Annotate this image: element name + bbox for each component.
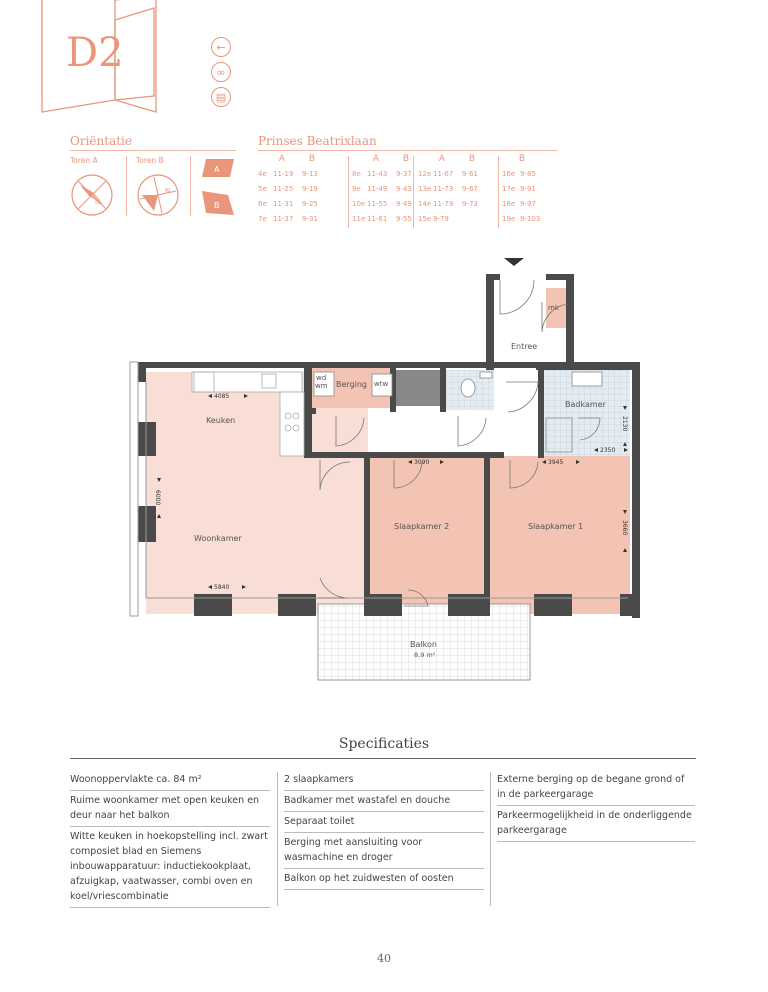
dim-slaapkamer2-width: 3090: [414, 459, 430, 466]
address-range: 9-31: [302, 215, 318, 223]
address-range: 11-61: [367, 215, 388, 223]
divider: [70, 150, 236, 151]
room-entree: Entree: [511, 342, 538, 351]
address-range: 11-25: [273, 185, 294, 193]
specs-title: Specificaties: [338, 736, 430, 752]
tower-a-label: Toren A: [70, 156, 98, 165]
spec-item: Balkon op het zuidwesten of oosten: [284, 869, 484, 890]
label-wd: wd: [316, 374, 327, 382]
tower-badges: [200, 157, 236, 217]
dim-woonkamer-depth: 6000: [154, 490, 161, 506]
svg-text:N: N: [165, 187, 171, 195]
floor-plan-labels: [128, 256, 646, 688]
address-range: 9-97: [520, 200, 536, 208]
address-range: 9-19: [302, 185, 318, 193]
floor-label: 4e: [258, 170, 267, 178]
address-range: 11-79: [433, 200, 454, 208]
room-slaapkamer-1: Slaapkamer 1: [528, 522, 584, 531]
compass-tower-a-icon: [70, 173, 114, 217]
address-col-header: B: [402, 154, 410, 164]
floor-label: 13e: [418, 185, 432, 193]
address-range: 9-73: [462, 200, 478, 208]
floor-label: 15e: [418, 215, 432, 223]
spec-item: Woonoppervlakte ca. 84 m²: [70, 770, 270, 791]
floor-label: 18e: [502, 200, 516, 208]
address-col-header: A: [438, 154, 446, 164]
link-icon[interactable]: ∞: [211, 62, 231, 82]
room-keuken: Keuken: [206, 416, 236, 425]
address-range: 11-43: [367, 170, 388, 178]
unit-title: D2: [66, 30, 124, 76]
address-range: 11-73: [433, 185, 454, 193]
label-wm: wm: [315, 382, 328, 390]
floor-label: 11e: [352, 215, 366, 223]
address-range: 9-67: [462, 185, 478, 193]
address-range: 9-25: [302, 200, 318, 208]
room-slaapkamer-2: Slaapkamer 2: [394, 522, 450, 531]
floor-label: 9e: [352, 185, 361, 193]
address-range: 9-49: [396, 200, 412, 208]
spec-item: Berging met aansluiting voor wasmachine en droger: [284, 833, 484, 869]
spec-item: Externe berging op de begane grond of in de parkeergarage: [497, 770, 695, 806]
page-number: 40: [377, 952, 391, 965]
divider: [190, 156, 191, 216]
room-balkon: Balkon: [410, 640, 437, 649]
address-range: 11-31: [273, 200, 294, 208]
room-woonkamer: Woonkamer: [194, 534, 242, 543]
spec-item: Separaat toilet: [284, 812, 484, 833]
compass-tower-b-icon: [136, 173, 180, 217]
spec-item: Badkamer met wastafel en douche: [284, 791, 484, 812]
room-berging: Berging: [336, 380, 368, 389]
dim-badkamer-width: 2350: [600, 447, 616, 454]
floor-label: 6e: [258, 200, 267, 208]
address-range: 9-61: [462, 170, 478, 178]
address-range: 11-67: [433, 170, 454, 178]
address-title: Prinses Beatrixlaan: [258, 134, 377, 148]
address-col-header: A: [372, 154, 380, 164]
address-col-header: B: [518, 154, 526, 164]
address-col-header: B: [308, 154, 316, 164]
specs-column-3: [497, 770, 695, 842]
room-badkamer: Badkamer: [565, 400, 606, 409]
address-range: 11-37: [273, 215, 294, 223]
address-range: 9-43: [396, 185, 412, 193]
address-range: 9-85: [520, 170, 536, 178]
divider: [258, 150, 558, 151]
address-range: 11-49: [367, 185, 388, 193]
address-range: 11-55: [367, 200, 388, 208]
badge-b: B: [214, 201, 220, 210]
orientation-title: Oriëntatie: [70, 134, 132, 148]
dim-slaapkamer1-width: 3945: [548, 459, 564, 466]
address-range: 11-19: [273, 170, 294, 178]
dim-keuken-width: 4085: [214, 393, 230, 400]
spec-item: Ruime woonkamer met open keuken en deur naar het balkon: [70, 791, 270, 827]
document-icon[interactable]: ▤: [211, 87, 231, 107]
specs-column-1: [70, 770, 270, 908]
badge-a: A: [214, 165, 220, 174]
floor-label: 17e: [502, 185, 516, 193]
floor-label: 5e: [258, 185, 267, 193]
floor-label: 14e: [418, 200, 432, 208]
spec-item: Witte keuken in hoekopstelling incl. zwart composiet blad en Siemens inbouwapparatuur: inductiekookplaat, afzuigkap, vaatwasser, combi oven en koel/vriescombinatie: [70, 827, 270, 908]
address-range: 9-79: [433, 215, 449, 223]
specs-divider: [70, 758, 696, 759]
address-range: 9-37: [396, 170, 412, 178]
floor-label: 8e: [352, 170, 361, 178]
dim-woonkamer-width: 5840: [214, 584, 230, 591]
floor-label: 16e: [502, 170, 516, 178]
floor-label: 19e: [502, 215, 516, 223]
floor-label: 7e: [258, 215, 267, 223]
floor-label: 10e: [352, 200, 366, 208]
dim-slaapkamer1-depth: 3660: [621, 520, 628, 536]
room-mk: mk: [548, 304, 559, 312]
specs-column-2: [284, 770, 484, 890]
balkon-area: 8,9 m²: [414, 651, 436, 659]
floor-label: 12e: [418, 170, 432, 178]
address-range: 9-103: [520, 215, 541, 223]
dim-badkamer-depth: 2130: [621, 416, 628, 432]
spec-item: Parkeermogelijkheid in de onderliggende parkeergarage: [497, 806, 695, 842]
svg-text:N: N: [95, 198, 101, 206]
tower-b-label: Toren B: [136, 156, 164, 165]
address-range: 9-13: [302, 170, 318, 178]
address-col-header: A: [278, 154, 286, 164]
divider: [126, 156, 127, 216]
arrow-left-icon[interactable]: ←: [211, 37, 231, 57]
spec-item: 2 slaapkamers: [284, 770, 484, 791]
label-wtw: wtw: [374, 380, 389, 388]
address-col-header: B: [468, 154, 476, 164]
address-range: 9-55: [396, 215, 412, 223]
address-range: 9-91: [520, 185, 536, 193]
